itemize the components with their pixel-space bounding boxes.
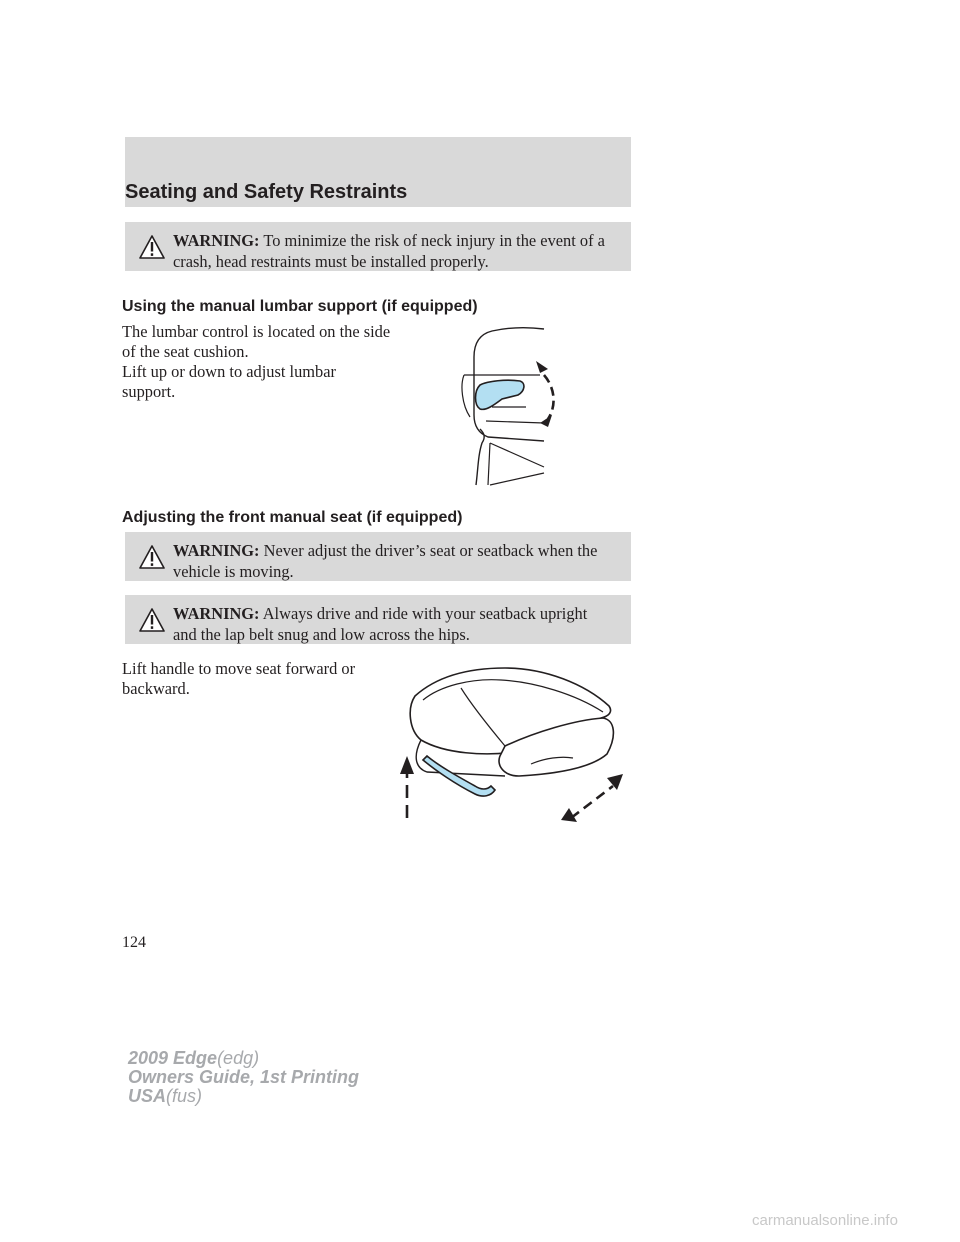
- paragraph: The lumbar control is located on the side of the seat cushion.: [122, 322, 391, 361]
- document-footer: [128, 1049, 359, 1106]
- warning-text: Never adjust the driver’s seat or seatback when the vehicle is moving.: [173, 541, 598, 581]
- warning-box: [125, 222, 631, 271]
- page-title: Seating and Safety Restraints: [125, 181, 408, 203]
- footer-model: 2009 Edge: [128, 1048, 218, 1068]
- warning-label: WARNING:: [173, 231, 260, 250]
- warning-label: WARNING:: [173, 541, 260, 560]
- footer-edition: Owners Guide, 1st Printing: [128, 1067, 360, 1087]
- page-number: 124: [122, 934, 146, 951]
- paragraph: Lift up or down to adjust lumbar support.: [122, 362, 336, 401]
- footer-model-code: (edg): [217, 1048, 260, 1068]
- warning-label: WARNING:: [173, 604, 260, 623]
- paragraph: Lift handle to move seat forward or backward.: [122, 659, 356, 698]
- section-heading: Adjusting the front manual seat (if equipped): [122, 509, 463, 526]
- warning-box: [125, 532, 631, 581]
- warning-icon: [139, 608, 165, 632]
- lumbar-control-illustration: [440, 325, 555, 490]
- manual-seat-illustration: [395, 660, 630, 825]
- section-heading: Using the manual lumbar support (if equipped): [122, 298, 478, 315]
- footer-market-code: (fus): [166, 1086, 203, 1106]
- warning-text: To minimize the risk of neck injury in the event of a crash, head restraints must be installed properly.: [173, 231, 605, 271]
- warning-text: Always drive and ride with your seatback upright and the lap belt snug and low across the hips.: [173, 604, 588, 644]
- warning-icon: [139, 235, 165, 259]
- footer-market: USA: [128, 1086, 167, 1106]
- watermark: carmanualsonline.info: [752, 1212, 898, 1229]
- warning-icon: [139, 545, 165, 569]
- section-header: [125, 137, 631, 207]
- warning-box: [125, 595, 631, 644]
